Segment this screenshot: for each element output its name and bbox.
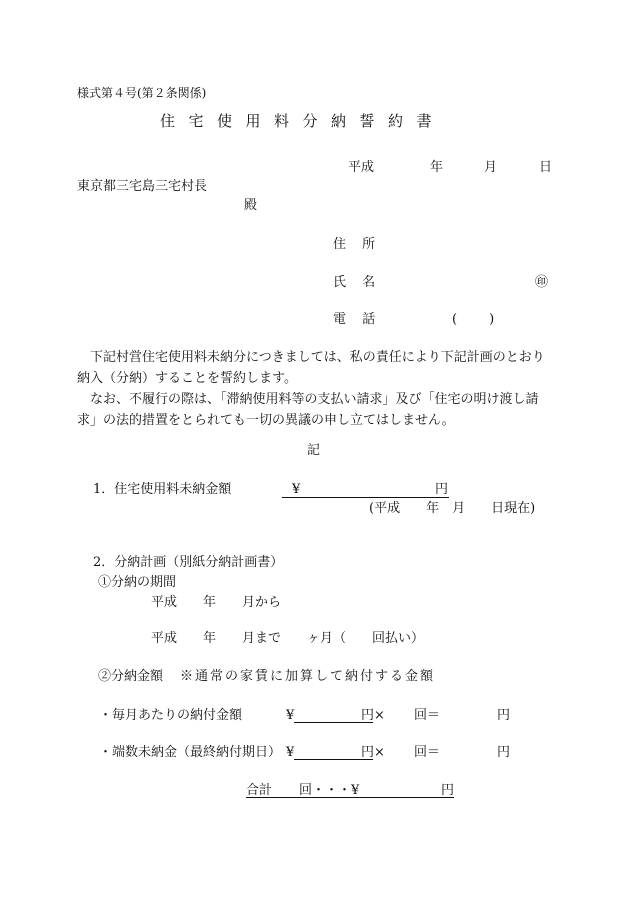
monthly-amount-label: ・毎月あたりの納付金額 [99, 708, 243, 723]
remainder-unit-times: 円× [361, 745, 385, 760]
seal-mark: ㊞ [535, 275, 549, 290]
phone-label: 電 話 [333, 312, 382, 327]
period-from-line: 平成 年 月から [151, 595, 282, 610]
name-label: 氏 名 [333, 275, 382, 290]
phone-parens: ( ) [452, 312, 497, 327]
section1-yen-unit: 円 [435, 482, 449, 497]
remainder-yen-mark: ¥ [286, 745, 295, 760]
section1-label: 1．住宅使用料未納金額 [93, 482, 232, 497]
total-label: 合計 [246, 783, 273, 798]
total-underline [246, 797, 454, 798]
document-title: 住宅使用料分納誓約書 [160, 112, 446, 130]
date-era: 平成 [348, 160, 375, 175]
monthly-result-unit: 円 [497, 708, 511, 723]
remainder-times-equals: 回＝ [414, 745, 441, 760]
monthly-unit-times: 円× [361, 708, 385, 723]
total-times-dots: 回・・・¥ [299, 783, 360, 798]
amount-heading: ②分納金額 [98, 669, 164, 684]
monthly-times-equals: 回＝ [414, 708, 441, 723]
pledge-text [77, 347, 553, 431]
date-year-label: 年 [430, 160, 444, 175]
monthly-yen-mark: ¥ [286, 708, 295, 723]
section2-label: 2．分納計画（別紙分納計画書） [93, 555, 284, 570]
section1-yen-mark: ¥ [292, 482, 301, 497]
total-yen-unit: 円 [441, 783, 455, 798]
addressee-name: 東京都三宅島三宅村長 [77, 179, 208, 194]
amount-note: ※通常の家賃に加算して納付する金額 [180, 669, 436, 684]
address-label: 住 所 [333, 237, 382, 252]
remainder-result-unit: 円 [497, 745, 511, 760]
default-clause-paragraph: なお、不履行の際は、「滞納使用料等の支払い請求」及び「住宅の明け渡し請求」の法的措置をとられても一切の異議の申し立てはしません。 [77, 392, 539, 428]
section1-as-of-date: (平成 年 月 日現在) [369, 501, 536, 516]
date-day-label: 日 [539, 160, 553, 175]
period-to-line: 平成 年 月まで ヶ月（ 回払い） [151, 631, 425, 646]
section1-amount-underline [282, 497, 449, 498]
ki-heading: 記 [307, 443, 321, 458]
date-month-label: 月 [484, 160, 498, 175]
pledge-paragraph: 下記村営住宅使用料未納分につきましては、私の責任により下記計画のとおり納入（分納）することを誓約します。 [77, 350, 545, 386]
period-heading: ①分納の期間 [98, 575, 177, 590]
addressee-honorific: 殿 [244, 198, 258, 213]
remainder-amount-label: ・端数未納金（最終納付期日） [99, 745, 282, 760]
form-number: 様式第４号(第２条関係) [77, 86, 207, 100]
